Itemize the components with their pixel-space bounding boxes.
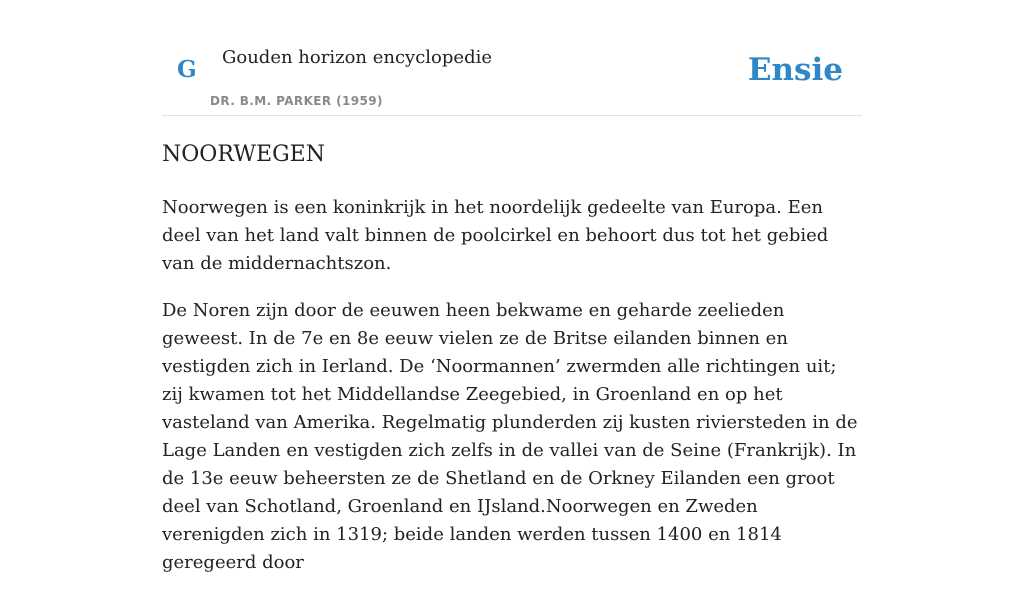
article-paragraph: Noorwegen is een koninkrijk in het noordelijk gedeelte van Europa. Een deel van het land valt binnen de poolcirkel en behoort dus tot het gebied van de middernachtszon. [162, 197, 829, 274]
book-header [162, 40, 862, 116]
book-title-link[interactable]: Gouden horizon encyclopedie [222, 47, 492, 68]
article [162, 140, 862, 596]
article-paragraph: De Noren zijn door de eeuwen heen bekwame en geharde zeelieden geweest. In de 7e en 8e eeuw vielen ze de Britse eilanden binnen en vestigden zich in Ierland. De ‘Noormannen’ zwermden alle richtingen uit; zij kwamen tot het Middellandse Zeegebied, in Groenland en op het vasteland van Amerika. Regelmatig plunderden zij kusten riviersteden in de Lage Landen en vestigden zich zelfs in de vallei van de Seine (Frankrijk). In de 13e eeuw beheersten ze de Shetland en de Orkney Eilanden een groot deel van Schotland, Groenland en IJsland.Noorwegen en Zweden verenigden zich in 1319; beide landen werden tussen 1400 en 1814 geregeerd door [162, 300, 858, 573]
book-logo-icon[interactable]: G [177, 56, 197, 83]
ensie-logo[interactable]: Ensie [747, 52, 843, 88]
book-author: DR. B.M. PARKER (1959) [210, 94, 383, 108]
article-title: NOORWEGEN [162, 142, 325, 167]
